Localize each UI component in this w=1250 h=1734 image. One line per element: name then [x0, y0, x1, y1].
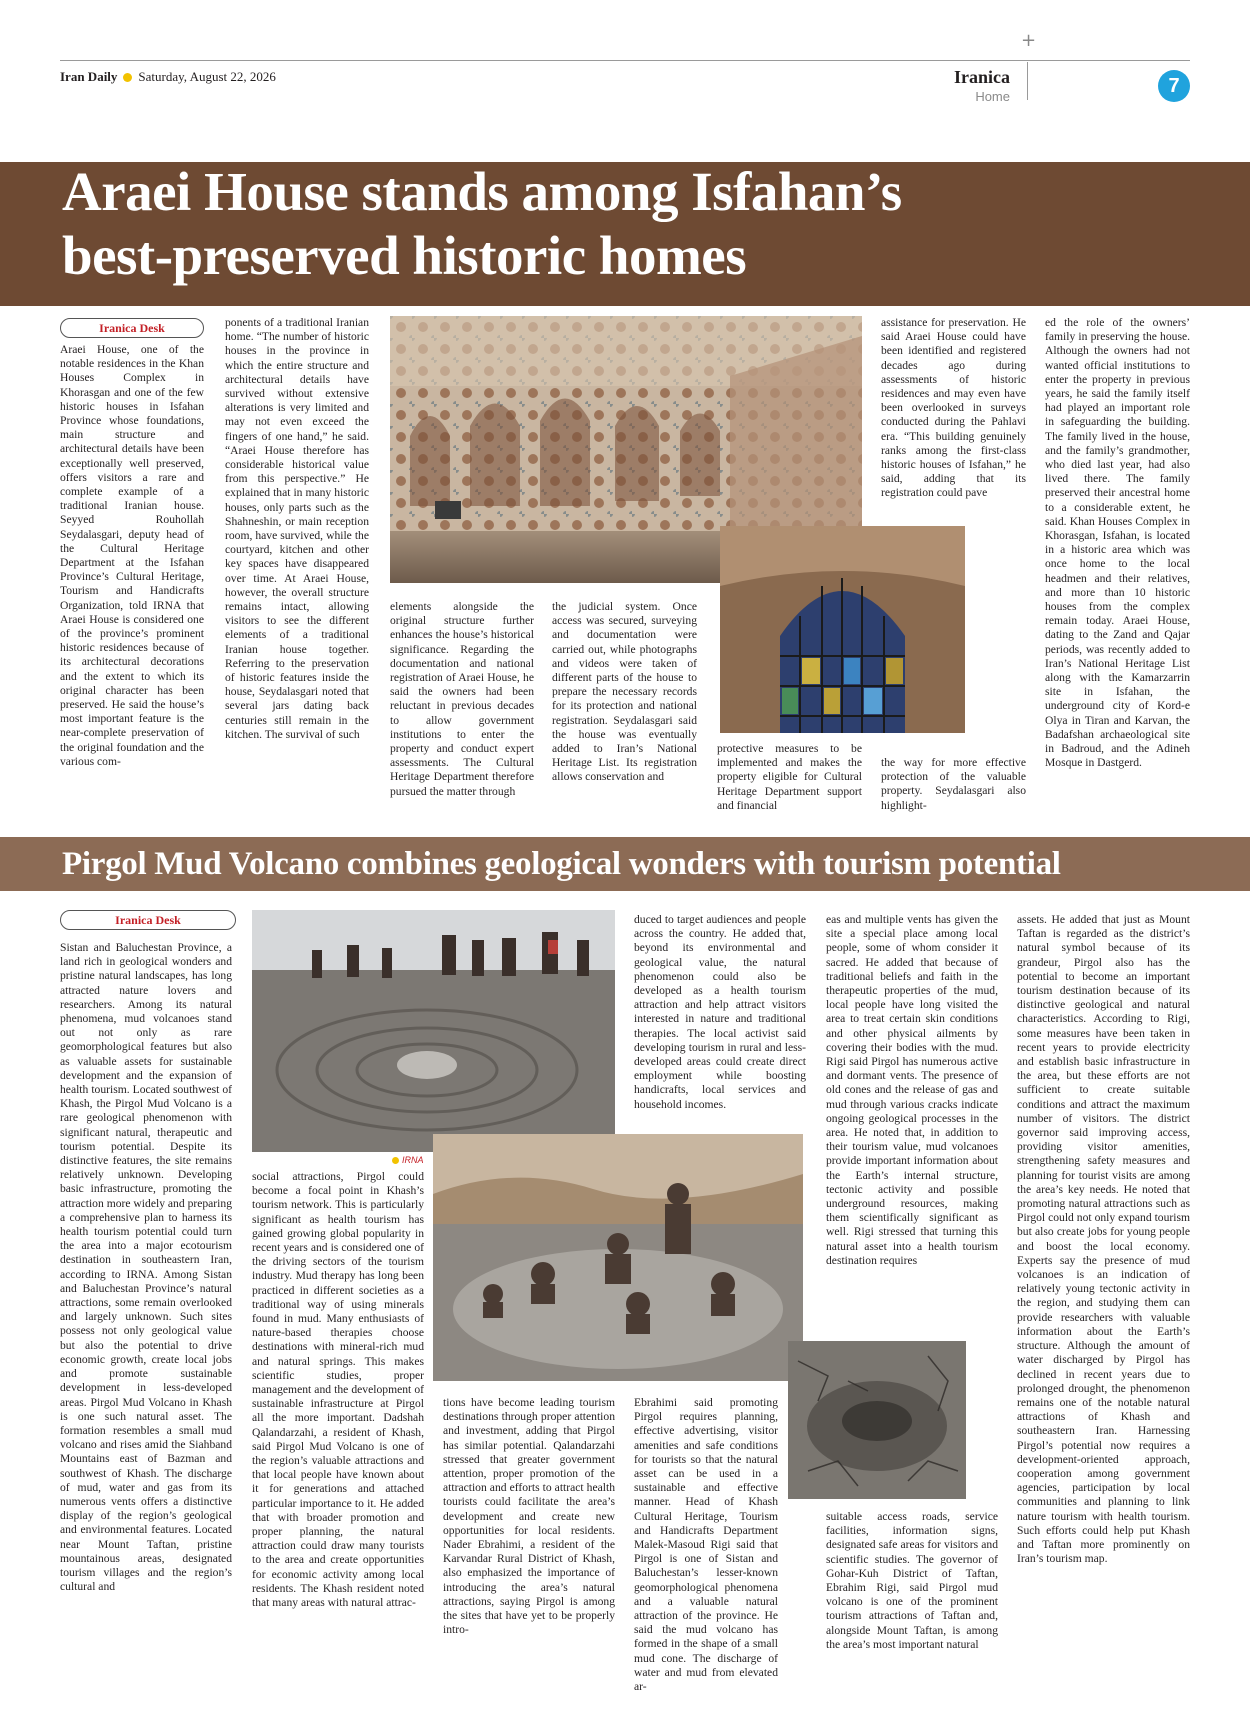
article2-column-4-bottom: Ebrahimi said promoting Pirgol requires planning, effective advertising, visitor amenities and safe conditions for tourists so that the natural asset can be used in a sustainable and effective manner. Head of Khash Cultural Heritage, Tourism and Handicrafts Department Malek-Masoud Rigi said that Pirgol is one of Sistan and Baluchestan’s lesser-known geomorphological phenomena and a valuable natural attraction of the province. He said the mud volcano has formed in the shape of a small mud cone. The discharge of water and mud from elevated ar-: [634, 1396, 778, 1694]
article1-headline: [62, 160, 1182, 288]
stained-glass-window-photo: [720, 526, 965, 733]
subsection-name: Home: [975, 89, 1010, 104]
photo-credit-text: IRNA: [402, 1155, 424, 1165]
header-rule: [60, 60, 1190, 61]
article1-column-4: the judicial system. Once access was secured, surveying and documentation were carried out, while photographs and videos were taken of different parts of the house to prepare the necessary records for its protection and national registration. Seydalasgari said the house was eventually added to Iran’s National Heritage List. Its registration allows conservation and: [552, 600, 697, 784]
section-name: Iranica: [954, 67, 1010, 87]
article2-headline: Pirgol Mud Volcano combines geological wonders with tourism potential: [62, 846, 1061, 882]
article2-column-5-bottom: suitable access roads, service facilities, information signs, designated safe areas for visitors and scientific studies. The governor of Gohar-Kuh District of Taftan, Ebrahim Rigi, said Pirgol mud volcano is one of the prominent tourism attractions of Taftan and, alongside Mount Taftan, is among the area’s most important natural: [826, 1510, 998, 1651]
headline-line-2: best-preserved historic homes: [62, 225, 747, 286]
mud-volcano-crater-photo: [252, 910, 615, 1152]
article1-column-6-top: assistance for preservation. He said Araei House could have been identified and registered decades ago during assessments of historic residences and may even have been overlooked in surveys conducted during the Pahlavi era. “This building genuinely ranks among the first-class historic houses of Isfahan,” he said, adding that its registration could pave: [881, 316, 1026, 500]
article1-column-3: elements alongside the original structure further enhances the house’s historical significance. Regarding the documentation and national registration of Araei House, he said the owners had been reluctant in previous decades to allow government institutions to enter the property and conduct expert assessments. The Cultural Heritage Department therefore pursued the matter through: [390, 600, 534, 798]
photo-credit: [392, 1155, 424, 1165]
cracked-mud-cone-photo: [788, 1341, 966, 1499]
article2-column-6: assets. He added that just as Mount Taftan is regarded as the district’s natural symbol because of its grandeur, Pirgol also has the potential to become an important tourism destination because of its distinctive geological and natural characteristics. According to Rigi, some measures have been taken in recent years to provide electricity and establish basic infrastructure in the area, but these efforts are not sufficient to create suitable conditions and attract the maximum number of visitors. The district governor said improving access, providing visitor amenities, strengthening safety measures and planning for tourist visits are among the area’s key needs. He noted that promoting natural attractions such as Pirgol could not only expand tourism but also create jobs for young people and boost the local economy. Experts say the presence of mud volcanoes is an indication of relatively young tectonic activity in the region, and studying them can provide researchers with valuable information about the Earth’s structure. Although the amount of water discharged by Pirgol has declined in recent years due to prolonged drought, the phenomenon remains one of the notable natural attractions of Khash and southeastern Iran. Harnessing Pirgol’s potential now requires a development-oriented approach, cooperation among government agencies, participation by local communities and planning to link nature tourism with health tourism. Such efforts could help put Khash and Taftan more prominently on Iran’s tourism map.: [1017, 913, 1190, 1566]
article2-column-5-top: eas and multiple vents has given the site a special place among local people, some of whom consider it sacred. He added that because of traditional beliefs and faith in the therapeutic properties of the mud, local people have long visited the area to treat certain skin conditions and other physical ailments by covering their bodies with the mud. Rigi said Pirgol has numerous active and dormant vents. The presence of old cones and the release of gas and mud through various cracks indicate ongoing geological processes in the area. He noted that, in addition to their tourism value, mud volcanoes provide important information about the Earth’s internal structure, tectonic activity and possible underground resources, making them scientifically significant as well. Rigi stressed that turning this natural asset into a health tourism destination requires: [826, 913, 998, 1267]
masthead: [60, 69, 276, 85]
article2-column-1: Sistan and Baluchestan Province, a land rich in geological wonders and pristine natural landscapes, has long attracted nature lovers and researchers. Among its natural phenomena, mud volcanoes stand out not only as rare geomorphological features but also as valuable assets for sustainable development and the expansion of health tourism. Located southwest of Khash, the Pirgol Mud Volcano is a rare geological phenomenon with significant natural, therapeutic and tourism potential. Despite its distinctive features, the site remains relatively unknown. Developing basic infrastructure, promoting the attraction more widely and preparing a comprehensive plan to harness its health tourism potential could turn the area into a major ecotourism destination in southeastern Iran, according to IRNA. Among Sistan and Baluchestan Province’s natural attractions, some remain overlooked and largely unknown. Such sites possess not only geological value but also the potential to drive economic growth, create local jobs and promote sustainable development in less-developed areas. Pirgol Mud Volcano in Khash is one such natural asset. The formation resembles a small mud volcano and rises amid the Siahband Mountains east of Bazman and southwest of Khash. The discharge of mud, water and gas from its numerous vents offers a distinctive display of the region’s geological and environmental features. Located near Mount Taftan, pristine mountainous areas, designated tourism villages and the region’s cultural and: [60, 941, 232, 1594]
page-number-badge: 7: [1158, 70, 1190, 102]
desk-label-2: Iranica Desk: [60, 910, 236, 930]
headline-line-1: Araei House stands among Isfahan’s: [62, 161, 902, 222]
article1-column-5: protective measures to be implemented and makes the property eligible for Cultural Heritage Department support and financial: [717, 742, 862, 812]
article1-column-1: Araei House, one of the notable residences in the Khan Houses Complex in Khorasgan and one of the few historic houses in Isfahan Province whose foundations, main structure and architectural details have been exceptionally well preserved, offers visitors a rare and complete example of a traditional Iranian house. Seyyed Rouhollah Seydalasgari, deputy head of the Cultural Heritage Department at the Isfahan Province’s Cultural Heritage, Tourism and Handicrafts Organization, told IRNA that Araei House is considered one of the province’s prominent historic residences because of its architectural decorations and the extent to which its original character has been preserved. He said the house’s most important feature is the near-complete preservation of the original foundation and the various com-: [60, 343, 204, 768]
desk-label: Iranica Desk: [60, 318, 204, 338]
article1-column-7: ed the role of the owners’ family in preserving the house. Although the owners had not wanted official institutions to enter the property in previous years, he said the family itself had played an important role in safeguarding the building. The family lived in the house, and the family’s grandmother, who died last year, had also lived there. The family preserved their ancestral home to a considerable extent, he said. Khan Houses Complex in Khorasgan, Isfahan, is located in a historic area which was once home to the local headmen and their relatives, and more than 10 historic houses from the complex remain today. Araei House, dating to the Zand and Qajar periods, was recently added to Iran’s National Heritage List along with the Kamarzarrin site in Isfahan, the underground city of Kord-e Olya in Tiran and Karvan, the Badafshan archaeological site in Badroud, and the Adineh Mosque in Dastgerd.: [1045, 316, 1190, 770]
mud-bathers-photo: [433, 1134, 803, 1381]
newspaper-name: Iran Daily: [60, 69, 118, 84]
article1-column-2: ponents of a traditional Iranian home. “The number of historic houses in the province in which the entire structure and architectural details have survived without extensive alterations is very limited and may not even exceed the fingers of one hand,” he said. “Araei House therefore has considerable historical value from this perspective.” He explained that in many historic houses, only parts such as the Shahneshin, or main reception room, have survived, while the courtyard, kitchen and other key spaces have disappeared over time. At Araei House, however, the overall structure remains intact, allowing visitors to see the different elements of a traditional Iranian house together. Referring to the preservation of historic features inside the house, Seydalasgari noted that several jars dating back centuries still remain in the kitchen. The survival of such: [225, 316, 369, 741]
yellow-dot-icon: [123, 73, 132, 82]
header-divider: [1027, 62, 1028, 100]
article2-column-3: tions have become leading tourism destinations through proper attention and investment, adding that Pirgol has similar potential. Qalandarzahi stressed that greater government attention, proper promotion of the attraction and efforts to attract health tourists could facilitate the area’s development and create new opportunities for local residents. Nader Ebrahimi, a resident of the Karvandar Rural District of Khash, also emphasized the importance of introducing the area’s natural attractions, saying Pirgol is among the sites that have yet to be properly intro-: [443, 1396, 615, 1637]
article2-column-2: social attractions, Pirgol could become a focal point in Khash’s tourism network. This is particularly significant as health tourism has gained growing global popularity in recent years and is considered one of the driving sectors of the tourism industry. Mud therapy has long been practiced in different societies as a traditional way of using minerals found in mud. Many enthusiasts of nature-based therapies choose destinations with mineral-rich mud and natural springs. This makes scientific studies, proper management and the development of sustainable infrastructure at Pirgol all the more important. Dadshah Qalandarzahi, a resident of Khash, said Pirgol Mud Volcano is one of the region’s valuable attractions and that local people have known about it for generations and attached particular importance to it. He added that with broader promotion and proper planning, the natural attraction could draw many tourists to the area and create opportunities for economic activity among local residents. The Khash resident noted that many areas with natural attrac-: [252, 1170, 424, 1610]
credit-dot-icon: [392, 1157, 399, 1164]
issue-date: Saturday, August 22, 2026: [138, 69, 276, 84]
plus-mark-icon: +: [1021, 30, 1037, 51]
article1-column-6-bottom: the way for more effective protection of the valuable property. Seydalasgari also highlight-: [881, 756, 1026, 812]
article2-column-4-top: duced to target audiences and people across the country. He added that, beyond its environmental and geological value, the natural phenomenon could also be developed as a health tourism attraction and help attract visitors interested in nature and traditional therapies. The local activist said developing tourism in rural and less-developed areas could create direct employment while boosting handicrafts, local services and household incomes.: [634, 913, 806, 1111]
